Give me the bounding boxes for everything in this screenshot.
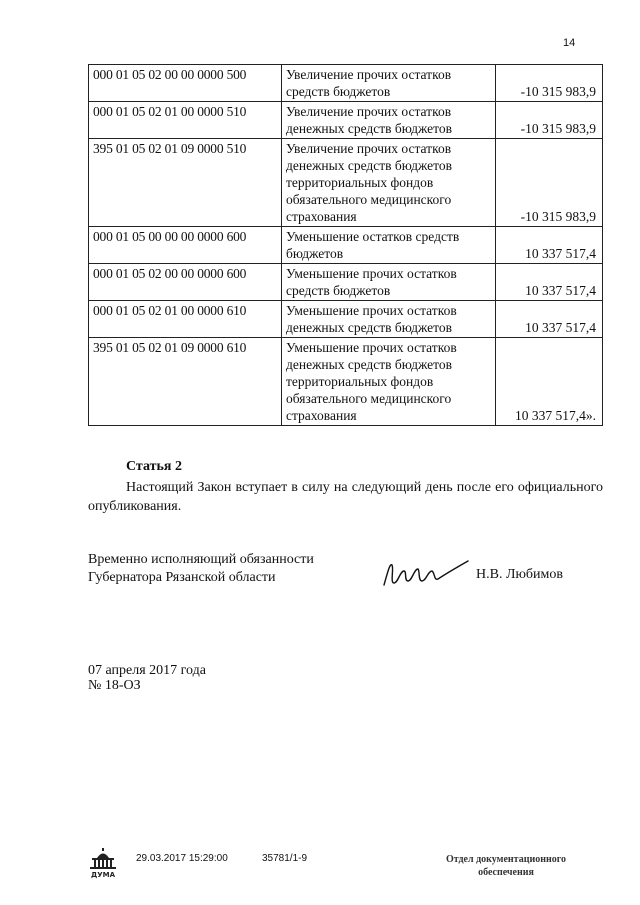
signatory-title-line: Губернатора Рязанской области	[88, 570, 276, 585]
article-text: Настоящий Закон вступает в силу на следующий день после его официального опубликования.	[88, 480, 603, 514]
duma-logo-icon	[86, 846, 120, 880]
footer-department	[436, 853, 576, 879]
description-cell	[282, 264, 496, 301]
amount-cell: 10 337 517,4	[496, 227, 603, 264]
description-line: Увеличение прочих остатков	[286, 104, 452, 119]
description-cell	[282, 102, 496, 139]
description-line: Уменьшение прочих остатков	[286, 266, 457, 281]
table-row	[89, 338, 603, 426]
table-row	[89, 301, 603, 338]
amount-cell: 10 337 517,4	[496, 264, 603, 301]
budget-code-cell: 395 01 05 02 01 09 0000 510	[89, 139, 282, 227]
budget-sources-table	[88, 64, 603, 426]
budget-code-cell: 395 01 05 02 01 09 0000 610	[89, 338, 282, 426]
table-row	[89, 139, 603, 227]
description-line: денежных средств бюджетов	[286, 158, 453, 173]
description-line: Уменьшение прочих остатков	[286, 303, 457, 318]
description-line: денежных средств бюджетов	[286, 320, 453, 335]
description-line: бюджетов	[286, 246, 344, 261]
footer-doc-number: 35781/1-9	[262, 853, 308, 864]
description-line: территориальных фондов	[286, 175, 434, 190]
amount-cell: 10 337 517,4».	[496, 338, 603, 426]
budget-code-cell: 000 01 05 00 00 00 0000 600	[89, 227, 282, 264]
description-line: страхования	[286, 209, 357, 224]
signer-name: Н.В. Любимов	[476, 567, 563, 582]
article-title: Статья 2	[126, 459, 182, 474]
description-line: Увеличение прочих остатков	[286, 67, 452, 82]
table-row	[89, 227, 603, 264]
description-line: обязательного медицинского	[286, 391, 452, 406]
amount-cell: -10 315 983,9	[496, 139, 603, 227]
date-block	[88, 663, 206, 693]
description-cell	[282, 301, 496, 338]
description-cell	[282, 65, 496, 102]
description-line: страхования	[286, 408, 357, 423]
description-cell	[282, 338, 496, 426]
amount-cell: -10 315 983,9	[496, 102, 603, 139]
table-body	[89, 65, 603, 426]
description-line: Увеличение прочих остатков	[286, 141, 452, 156]
budget-code-cell: 000 01 05 02 01 00 0000 510	[89, 102, 282, 139]
description-line: Уменьшение прочих остатков	[286, 340, 457, 355]
description-line: территориальных фондов	[286, 374, 434, 389]
amount-cell: 10 337 517,4	[496, 301, 603, 338]
law-date: 07 апреля 2017 года	[88, 663, 206, 678]
description-line: денежных средств бюджетов	[286, 357, 453, 372]
logo-text: ДУМА	[90, 871, 116, 879]
footer-department-line: обеспечения	[478, 867, 534, 878]
description-line: средств бюджетов	[286, 84, 391, 99]
footer-timestamp: 29.03.2017 15:29:00	[136, 853, 228, 864]
table-row	[89, 65, 603, 102]
law-number: № 18-ОЗ	[88, 678, 141, 693]
footer-department-line: Отдел документационного	[445, 854, 567, 865]
budget-code-cell: 000 01 05 02 00 00 0000 600	[89, 264, 282, 301]
signatory-title-line: Временно исполняющий обязанности	[88, 552, 314, 567]
description-line: обязательного медицинского	[286, 192, 452, 207]
budget-code-cell: 000 01 05 02 00 00 0000 500	[89, 65, 282, 102]
description-line: средств бюджетов	[286, 283, 391, 298]
description-line: денежных средств бюджетов	[286, 121, 453, 136]
amount-cell: -10 315 983,9	[496, 65, 603, 102]
table-row	[89, 264, 603, 301]
table-row	[89, 102, 603, 139]
signatory-title	[88, 551, 314, 587]
description-cell	[282, 227, 496, 264]
handwritten-signature	[380, 557, 472, 593]
budget-code-cell: 000 01 05 02 01 00 0000 610	[89, 301, 282, 338]
description-line: Уменьшение остатков средств	[286, 229, 460, 244]
description-cell	[282, 139, 496, 227]
page-number: 14	[563, 37, 576, 49]
